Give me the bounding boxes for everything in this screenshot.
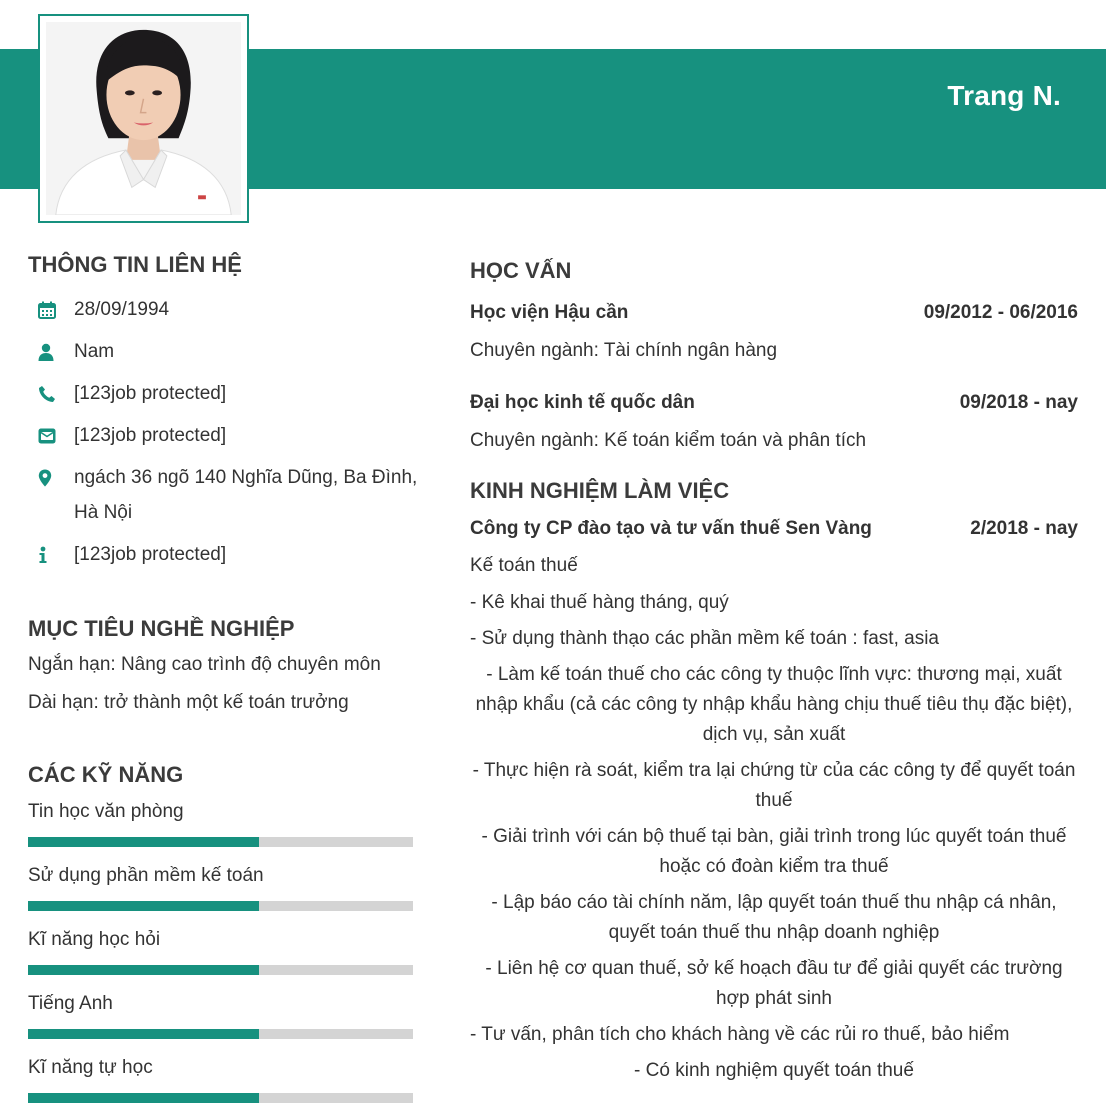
education-period: 09/2018 - nay <box>959 392 1078 413</box>
info-icon <box>28 537 74 572</box>
profile-photo-image <box>46 22 241 215</box>
user-icon <box>28 334 74 369</box>
skill-name: Sử dụng phần mềm kế toán <box>28 865 264 886</box>
contact-text: [123job protected] <box>74 425 227 446</box>
experience-role: Kế toán thuế <box>470 555 578 576</box>
skill-bar <box>28 901 413 911</box>
contact-text: ngách 36 ngõ 140 Nghĩa Dũng, Ba Đình, Hà Nội <box>74 467 418 523</box>
education-item <box>470 388 1078 464</box>
contact-item-birthday <box>28 292 428 327</box>
profile-photo <box>38 14 249 223</box>
objective-line: Dài hạn: trở thành một kế toán trưởng <box>28 692 349 713</box>
duty-line: - Có kinh nghiệm quyết toán thuế <box>634 1060 914 1081</box>
education-school: Đại học kinh tế quốc dân <box>470 392 695 413</box>
education-list <box>470 298 1078 464</box>
education-school: Học viện Hậu cần <box>470 302 629 323</box>
duty-line: - Thực hiện rà soát, kiểm tra lại chứng từ của các công ty để quyết toán thuế <box>472 760 1076 811</box>
duty-line: - Sử dụng thành thạo các phần mềm kế toán : fast, asia <box>470 628 939 649</box>
objective-line: Ngắn hạn: Nâng cao trình độ chuyên môn <box>28 654 381 675</box>
experience-company: Công ty CP đào tạo và tư vấn thuế Sen Vàng <box>470 518 872 539</box>
skill-bar-fill <box>28 965 259 975</box>
skill-bar <box>28 837 413 847</box>
skill-bar-fill <box>28 1029 259 1039</box>
map-marker-icon <box>28 460 74 495</box>
skill-bar <box>28 1093 413 1103</box>
skill-item <box>28 928 428 975</box>
education-section <box>470 258 1078 464</box>
contact-item-gender <box>28 334 428 369</box>
skill-bar <box>28 1029 413 1039</box>
skills-list <box>28 800 428 1103</box>
calendar-icon <box>28 292 74 327</box>
skill-bar <box>28 965 413 975</box>
skill-item <box>28 864 428 911</box>
duty-line: - Giải trình với cán bộ thuế tại bàn, giải trình trong lúc quyết toán thuế hoặc có đoàn kiểm tra thuế <box>481 826 1067 877</box>
experience-section <box>470 478 1078 1086</box>
duty-line: - Lập báo cáo tài chính năm, lập quyết toán thuế thu nhập cá nhân, quyết toán thuế thu nhập doanh nghiệp <box>491 892 1057 943</box>
skill-name: Kĩ năng tự học <box>28 1057 153 1078</box>
contact-item-phone <box>28 376 428 411</box>
experience-period: 2/2018 - nay <box>970 518 1078 539</box>
skill-name: Kĩ năng học hỏi <box>28 929 161 950</box>
email-icon <box>28 418 74 453</box>
education-major: Chuyên ngành: Kế toán kiểm toán và phân tích <box>470 430 867 451</box>
skill-item <box>28 800 428 847</box>
skill-bar-fill <box>28 1093 259 1103</box>
phone-icon <box>28 376 74 411</box>
duty-line: - Làm kế toán thuế cho các công ty thuộc lĩnh vực: thương mại, xuất nhập khẩu (cả các công ty nhập khẩu hàng chịu thuế tiêu thụ đặc biệt), dịch vụ, sản xuất <box>475 664 1073 745</box>
contact-text: [123job protected] <box>74 544 227 565</box>
left-column <box>28 252 428 1120</box>
contact-item-email <box>28 418 428 453</box>
contact-text: [123job protected] <box>74 383 227 404</box>
skill-name: Tiếng Anh <box>28 993 113 1014</box>
duty-line: - Tư vấn, phân tích cho khách hàng về các rủi ro thuế, bảo hiểm <box>470 1024 1010 1045</box>
education-title: HỌC VẤN <box>470 258 572 283</box>
skill-name: Tin học văn phòng <box>28 801 184 822</box>
candidate-name: Trang N. <box>947 80 1061 111</box>
contact-list <box>28 292 428 572</box>
skills-section <box>28 762 428 1103</box>
contact-title: THÔNG TIN LIÊN HỆ <box>28 252 242 277</box>
skill-bar-fill <box>28 901 259 911</box>
right-column <box>470 258 1078 1092</box>
skill-item <box>28 992 428 1039</box>
objective-title: MỤC TIÊU NGHỀ NGHIỆP <box>28 616 295 641</box>
education-period: 09/2012 - 06/2016 <box>923 302 1078 323</box>
skill-bar-fill <box>28 837 259 847</box>
contact-section <box>28 252 428 572</box>
contact-text: Nam <box>74 341 115 362</box>
experience-item <box>470 514 1078 1086</box>
education-item <box>470 298 1078 374</box>
duty-line: - Liên hệ cơ quan thuế, sở kế hoạch đầu tư để giải quyết các trường hợp phát sinh <box>485 958 1063 1009</box>
contact-item-address <box>28 460 428 530</box>
skill-item <box>28 1056 428 1103</box>
contact-item-info <box>28 537 428 572</box>
experience-duties <box>470 588 1078 1086</box>
duty-line: - Kê khai thuế hàng tháng, quý <box>470 592 729 613</box>
experience-title: KINH NGHIỆM LÀM VIỆC <box>470 478 730 503</box>
skills-title: CÁC KỸ NĂNG <box>28 762 184 787</box>
education-major: Chuyên ngành: Tài chính ngân hàng <box>470 340 778 361</box>
objective-section <box>28 616 428 722</box>
contact-text: 28/09/1994 <box>74 299 170 320</box>
